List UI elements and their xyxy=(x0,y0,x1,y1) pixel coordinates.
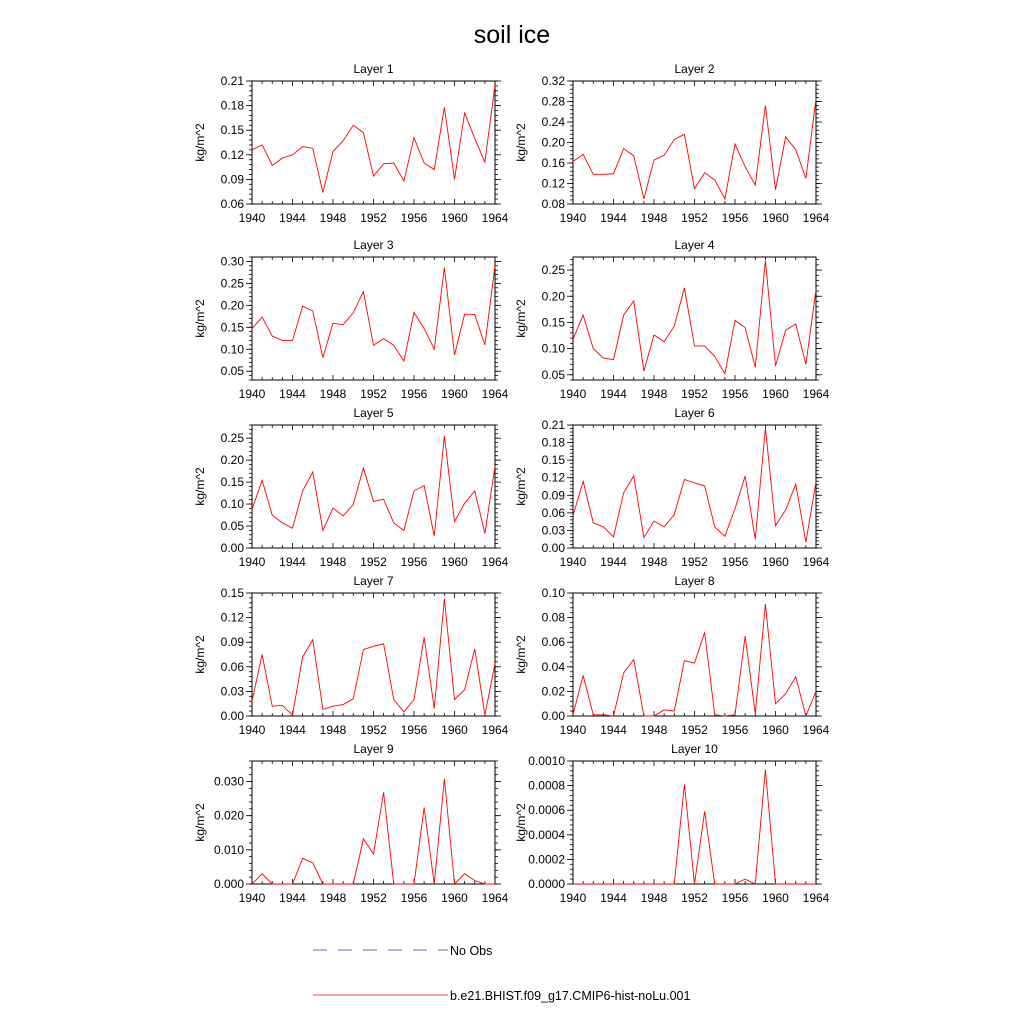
layer-8-xtick-label: 1944 xyxy=(600,723,627,737)
layer-4-series-line xyxy=(573,261,816,374)
legend xyxy=(313,944,690,1003)
layer-2-ytick-label: 0.28 xyxy=(541,94,565,109)
layer-1-ytick-label: 0.18 xyxy=(220,98,244,113)
layer-10-xtick-label: 1940 xyxy=(559,891,587,905)
layer-4-ytick-label: 0.05 xyxy=(541,367,565,382)
layer-2-xtick-label: 1964 xyxy=(802,211,830,225)
layer-6-xtick-label: 1956 xyxy=(721,555,749,569)
layer-1-ytick-label: 0.12 xyxy=(220,147,244,162)
layer-3-xtick-label: 1960 xyxy=(441,387,468,401)
layer-3-xtick-label: 1956 xyxy=(400,387,428,401)
layer-1-xtick-label: 1952 xyxy=(360,211,387,225)
layer-7-ytick-label: 0.12 xyxy=(220,610,244,625)
layer-10-panel xyxy=(514,742,830,905)
layer-5-xtick-label: 1944 xyxy=(279,555,306,569)
layer-4-ylabel: kg/m^2 xyxy=(514,299,528,338)
layer-3-ytick-label: 0.30 xyxy=(220,254,244,269)
layer-6-ytick-label: 0.00 xyxy=(541,541,565,555)
layer-8-ytick-label: 0.00 xyxy=(541,709,565,723)
layer-1-panel xyxy=(193,62,509,225)
layer-1-series-line xyxy=(252,85,495,192)
layer-5-ytick-label: 0.05 xyxy=(220,519,244,534)
layer-1-xtick-label: 1960 xyxy=(441,211,468,225)
layer-3-series-line xyxy=(252,266,495,361)
layer-4-xtick-label: 1948 xyxy=(640,387,668,401)
layer-7-ytick-label: 0.03 xyxy=(220,684,244,699)
layer-5-ytick-label: 0.00 xyxy=(220,541,244,555)
layer-2-xtick-label: 1948 xyxy=(640,211,668,225)
layer-2-xtick-label: 1944 xyxy=(600,211,627,225)
layer-9-panel xyxy=(193,742,509,905)
layer-3-xtick-label: 1952 xyxy=(360,387,387,401)
layer-6-xtick-label: 1964 xyxy=(802,555,830,569)
layer-9-xtick-label: 1944 xyxy=(279,891,306,905)
layer-7-frame xyxy=(252,593,495,716)
layer-4-ytick-label: 0.25 xyxy=(541,263,565,278)
layer-10-xtick-label: 1948 xyxy=(640,891,668,905)
layer-7-ytick-label: 0.06 xyxy=(220,659,244,674)
layer-4-xtick-label: 1952 xyxy=(681,387,708,401)
layer-9-ytick-label: 0.000 xyxy=(213,877,244,891)
layer-5-ytick-label: 0.10 xyxy=(220,497,244,512)
layer-10-xtick-label: 1952 xyxy=(681,891,708,905)
layer-10-title: Layer 10 xyxy=(671,742,718,756)
layer-8-xtick-label: 1940 xyxy=(559,723,587,737)
layer-5-xtick-label: 1960 xyxy=(441,555,468,569)
layer-5-xtick-label: 1940 xyxy=(238,555,266,569)
layer-8-xtick-label: 1960 xyxy=(762,723,789,737)
layer-7-panel xyxy=(193,574,509,737)
layer-5-xtick-label: 1964 xyxy=(481,555,509,569)
layer-6-ytick-label: 0.06 xyxy=(541,505,565,520)
layer-3-ytick-label: 0.05 xyxy=(220,364,244,379)
layer-4-xtick-label: 1944 xyxy=(600,387,627,401)
layer-6-frame xyxy=(573,425,816,548)
layer-9-xtick-label: 1964 xyxy=(481,891,509,905)
layer-6-xtick-label: 1940 xyxy=(559,555,587,569)
layer-8-ytick-label: 0.06 xyxy=(541,635,565,650)
layer-10-ytick-label: 0.0006 xyxy=(528,803,565,818)
layer-3-frame xyxy=(252,257,495,380)
layer-1-title: Layer 1 xyxy=(353,62,394,76)
layer-8-panel xyxy=(514,574,830,737)
layer-7-xtick-label: 1940 xyxy=(238,723,266,737)
figure-title: soil ice xyxy=(473,21,551,49)
layer-8-title: Layer 8 xyxy=(674,574,715,588)
layer-8-xtick-label: 1964 xyxy=(802,723,830,737)
layer-1-frame xyxy=(252,81,495,204)
layer-2-ytick-label: 0.24 xyxy=(541,115,565,129)
layer-9-ytick-label: 0.010 xyxy=(213,842,244,857)
layer-3-ytick-label: 0.20 xyxy=(220,298,244,313)
layer-8-xtick-label: 1956 xyxy=(721,723,749,737)
layer-5-ytick-label: 0.25 xyxy=(220,431,244,446)
layer-2-series-line xyxy=(573,99,816,199)
layer-4-title: Layer 4 xyxy=(674,238,715,252)
layer-10-xtick-label: 1960 xyxy=(762,891,789,905)
layer-3-ytick-label: 0.15 xyxy=(220,320,244,335)
layer-1-ytick-label: 0.06 xyxy=(220,197,244,211)
legend-model-label: b.e21.BHIST.f09_g17.CMIP6-hist-noLu.001 xyxy=(450,989,691,1003)
layer-7-ytick-label: 0.09 xyxy=(220,635,244,650)
layer-5-ytick-label: 0.20 xyxy=(220,453,244,468)
layer-2-title: Layer 2 xyxy=(674,62,715,76)
layer-6-ylabel: kg/m^2 xyxy=(514,467,528,506)
layer-1-xtick-label: 1944 xyxy=(279,211,306,225)
layer-2-ytick-label: 0.32 xyxy=(541,74,565,88)
layer-8-ytick-label: 0.08 xyxy=(541,610,565,625)
layer-3-ylabel: kg/m^2 xyxy=(193,299,207,338)
layer-2-xtick-label: 1940 xyxy=(559,211,587,225)
layer-4-xtick-label: 1940 xyxy=(559,387,587,401)
layer-5-title: Layer 5 xyxy=(353,406,394,420)
layer-5-ytick-label: 0.15 xyxy=(220,475,244,490)
layer-3-ytick-label: 0.10 xyxy=(220,342,244,357)
layer-1-ylabel: kg/m^2 xyxy=(193,123,207,162)
layer-9-xtick-label: 1952 xyxy=(360,891,387,905)
layer-7-ylabel: kg/m^2 xyxy=(193,635,207,674)
layer-2-ytick-label: 0.16 xyxy=(541,156,565,170)
layer-7-ytick-label: 0.00 xyxy=(220,709,244,723)
layer-7-xtick-label: 1956 xyxy=(400,723,428,737)
layer-8-ytick-label: 0.10 xyxy=(541,586,565,600)
layer-7-xtick-label: 1960 xyxy=(441,723,468,737)
layer-1-ytick-label: 0.21 xyxy=(220,74,244,88)
layer-4-xtick-label: 1956 xyxy=(721,387,749,401)
layer-2-xtick-label: 1952 xyxy=(681,211,708,225)
layer-9-xtick-label: 1956 xyxy=(400,891,428,905)
layer-10-xtick-label: 1956 xyxy=(721,891,749,905)
layer-9-ylabel: kg/m^2 xyxy=(193,803,207,842)
layer-10-xtick-label: 1964 xyxy=(802,891,830,905)
layer-3-xtick-label: 1944 xyxy=(279,387,306,401)
layer-10-ytick-label: 0.0008 xyxy=(528,778,565,793)
layer-4-ytick-label: 0.15 xyxy=(541,315,565,330)
layer-6-panel xyxy=(514,406,830,569)
layer-1-xtick-label: 1956 xyxy=(400,211,428,225)
layer-6-xtick-label: 1960 xyxy=(762,555,789,569)
layer-4-ytick-label: 0.10 xyxy=(541,341,565,356)
layer-2-ylabel: kg/m^2 xyxy=(514,123,528,162)
layer-6-ytick-label: 0.15 xyxy=(541,453,565,468)
layer-3-xtick-label: 1948 xyxy=(319,387,347,401)
layer-10-ylabel: kg/m^2 xyxy=(514,803,528,842)
layer-9-xtick-label: 1960 xyxy=(441,891,468,905)
layer-7-xtick-label: 1952 xyxy=(360,723,387,737)
legend-no-obs-label: No Obs xyxy=(450,944,493,958)
layer-8-ytick-label: 0.04 xyxy=(541,659,565,674)
layer-10-ytick-label: 0.0000 xyxy=(528,877,565,891)
layer-9-ytick-label: 0.030 xyxy=(213,774,244,789)
layer-6-ytick-label: 0.21 xyxy=(541,418,565,432)
layer-3-panel xyxy=(193,238,509,401)
layer-8-xtick-label: 1952 xyxy=(681,723,708,737)
layer-6-ytick-label: 0.09 xyxy=(541,488,565,503)
layer-10-ytick-label: 0.0010 xyxy=(528,754,565,768)
layer-6-xtick-label: 1944 xyxy=(600,555,627,569)
layer-4-xtick-label: 1960 xyxy=(762,387,789,401)
layer-7-xtick-label: 1964 xyxy=(481,723,509,737)
layer-6-xtick-label: 1948 xyxy=(640,555,668,569)
layer-2-frame xyxy=(573,81,816,204)
layer-10-xtick-label: 1944 xyxy=(600,891,627,905)
layer-4-xtick-label: 1964 xyxy=(802,387,830,401)
layer-6-ytick-label: 0.03 xyxy=(541,523,565,538)
layer-3-xtick-label: 1964 xyxy=(481,387,509,401)
layer-9-series-line xyxy=(252,779,495,884)
layer-7-title: Layer 7 xyxy=(353,574,394,588)
layer-1-xtick-label: 1964 xyxy=(481,211,509,225)
layer-2-ytick-label: 0.08 xyxy=(541,197,565,211)
layer-5-panel xyxy=(193,406,509,569)
layer-3-xtick-label: 1940 xyxy=(238,387,266,401)
layer-1-ytick-label: 0.15 xyxy=(220,123,244,138)
layer-5-xtick-label: 1956 xyxy=(400,555,428,569)
layer-10-series-line xyxy=(573,770,816,884)
layer-5-xtick-label: 1948 xyxy=(319,555,347,569)
layer-2-xtick-label: 1960 xyxy=(762,211,789,225)
layer-3-ytick-label: 0.25 xyxy=(220,276,244,291)
layer-6-xtick-label: 1952 xyxy=(681,555,708,569)
layer-6-title: Layer 6 xyxy=(674,406,715,420)
layer-6-series-line xyxy=(573,428,816,542)
layer-9-title: Layer 9 xyxy=(353,742,394,756)
layer-7-xtick-label: 1944 xyxy=(279,723,306,737)
layer-8-ylabel: kg/m^2 xyxy=(514,635,528,674)
layer-9-ytick-label: 0.020 xyxy=(213,808,244,823)
layer-9-xtick-label: 1940 xyxy=(238,891,266,905)
layer-9-xtick-label: 1948 xyxy=(319,891,347,905)
layer-4-panel xyxy=(514,238,830,401)
layer-2-ytick-label: 0.20 xyxy=(541,135,565,150)
layer-5-xtick-label: 1952 xyxy=(360,555,387,569)
layer-2-ytick-label: 0.12 xyxy=(541,176,565,191)
layer-5-frame xyxy=(252,425,495,548)
layer-10-ytick-label: 0.0004 xyxy=(528,827,565,842)
layer-8-frame xyxy=(573,593,816,716)
layer-7-series-line xyxy=(252,599,495,715)
layer-8-ytick-label: 0.02 xyxy=(541,684,565,699)
layer-8-series-line xyxy=(573,604,816,716)
layer-5-series-line xyxy=(252,436,495,536)
layer-7-ytick-label: 0.15 xyxy=(220,586,244,600)
layer-6-ytick-label: 0.18 xyxy=(541,435,565,450)
layer-8-xtick-label: 1948 xyxy=(640,723,668,737)
layer-6-ytick-label: 0.12 xyxy=(541,470,565,485)
layer-1-xtick-label: 1948 xyxy=(319,211,347,225)
layer-3-title: Layer 3 xyxy=(353,238,394,252)
layer-1-ytick-label: 0.09 xyxy=(220,172,244,187)
layer-10-ytick-label: 0.0002 xyxy=(528,852,565,867)
layer-7-xtick-label: 1948 xyxy=(319,723,347,737)
layer-4-ytick-label: 0.20 xyxy=(541,289,565,304)
layer-10-frame xyxy=(573,761,816,884)
layer-4-frame xyxy=(573,257,816,380)
layer-2-xtick-label: 1956 xyxy=(721,211,749,225)
layer-5-ylabel: kg/m^2 xyxy=(193,467,207,506)
panel-grid xyxy=(193,62,830,905)
layer-1-xtick-label: 1940 xyxy=(238,211,266,225)
layer-2-panel xyxy=(514,62,830,225)
layer-9-frame xyxy=(252,761,495,884)
